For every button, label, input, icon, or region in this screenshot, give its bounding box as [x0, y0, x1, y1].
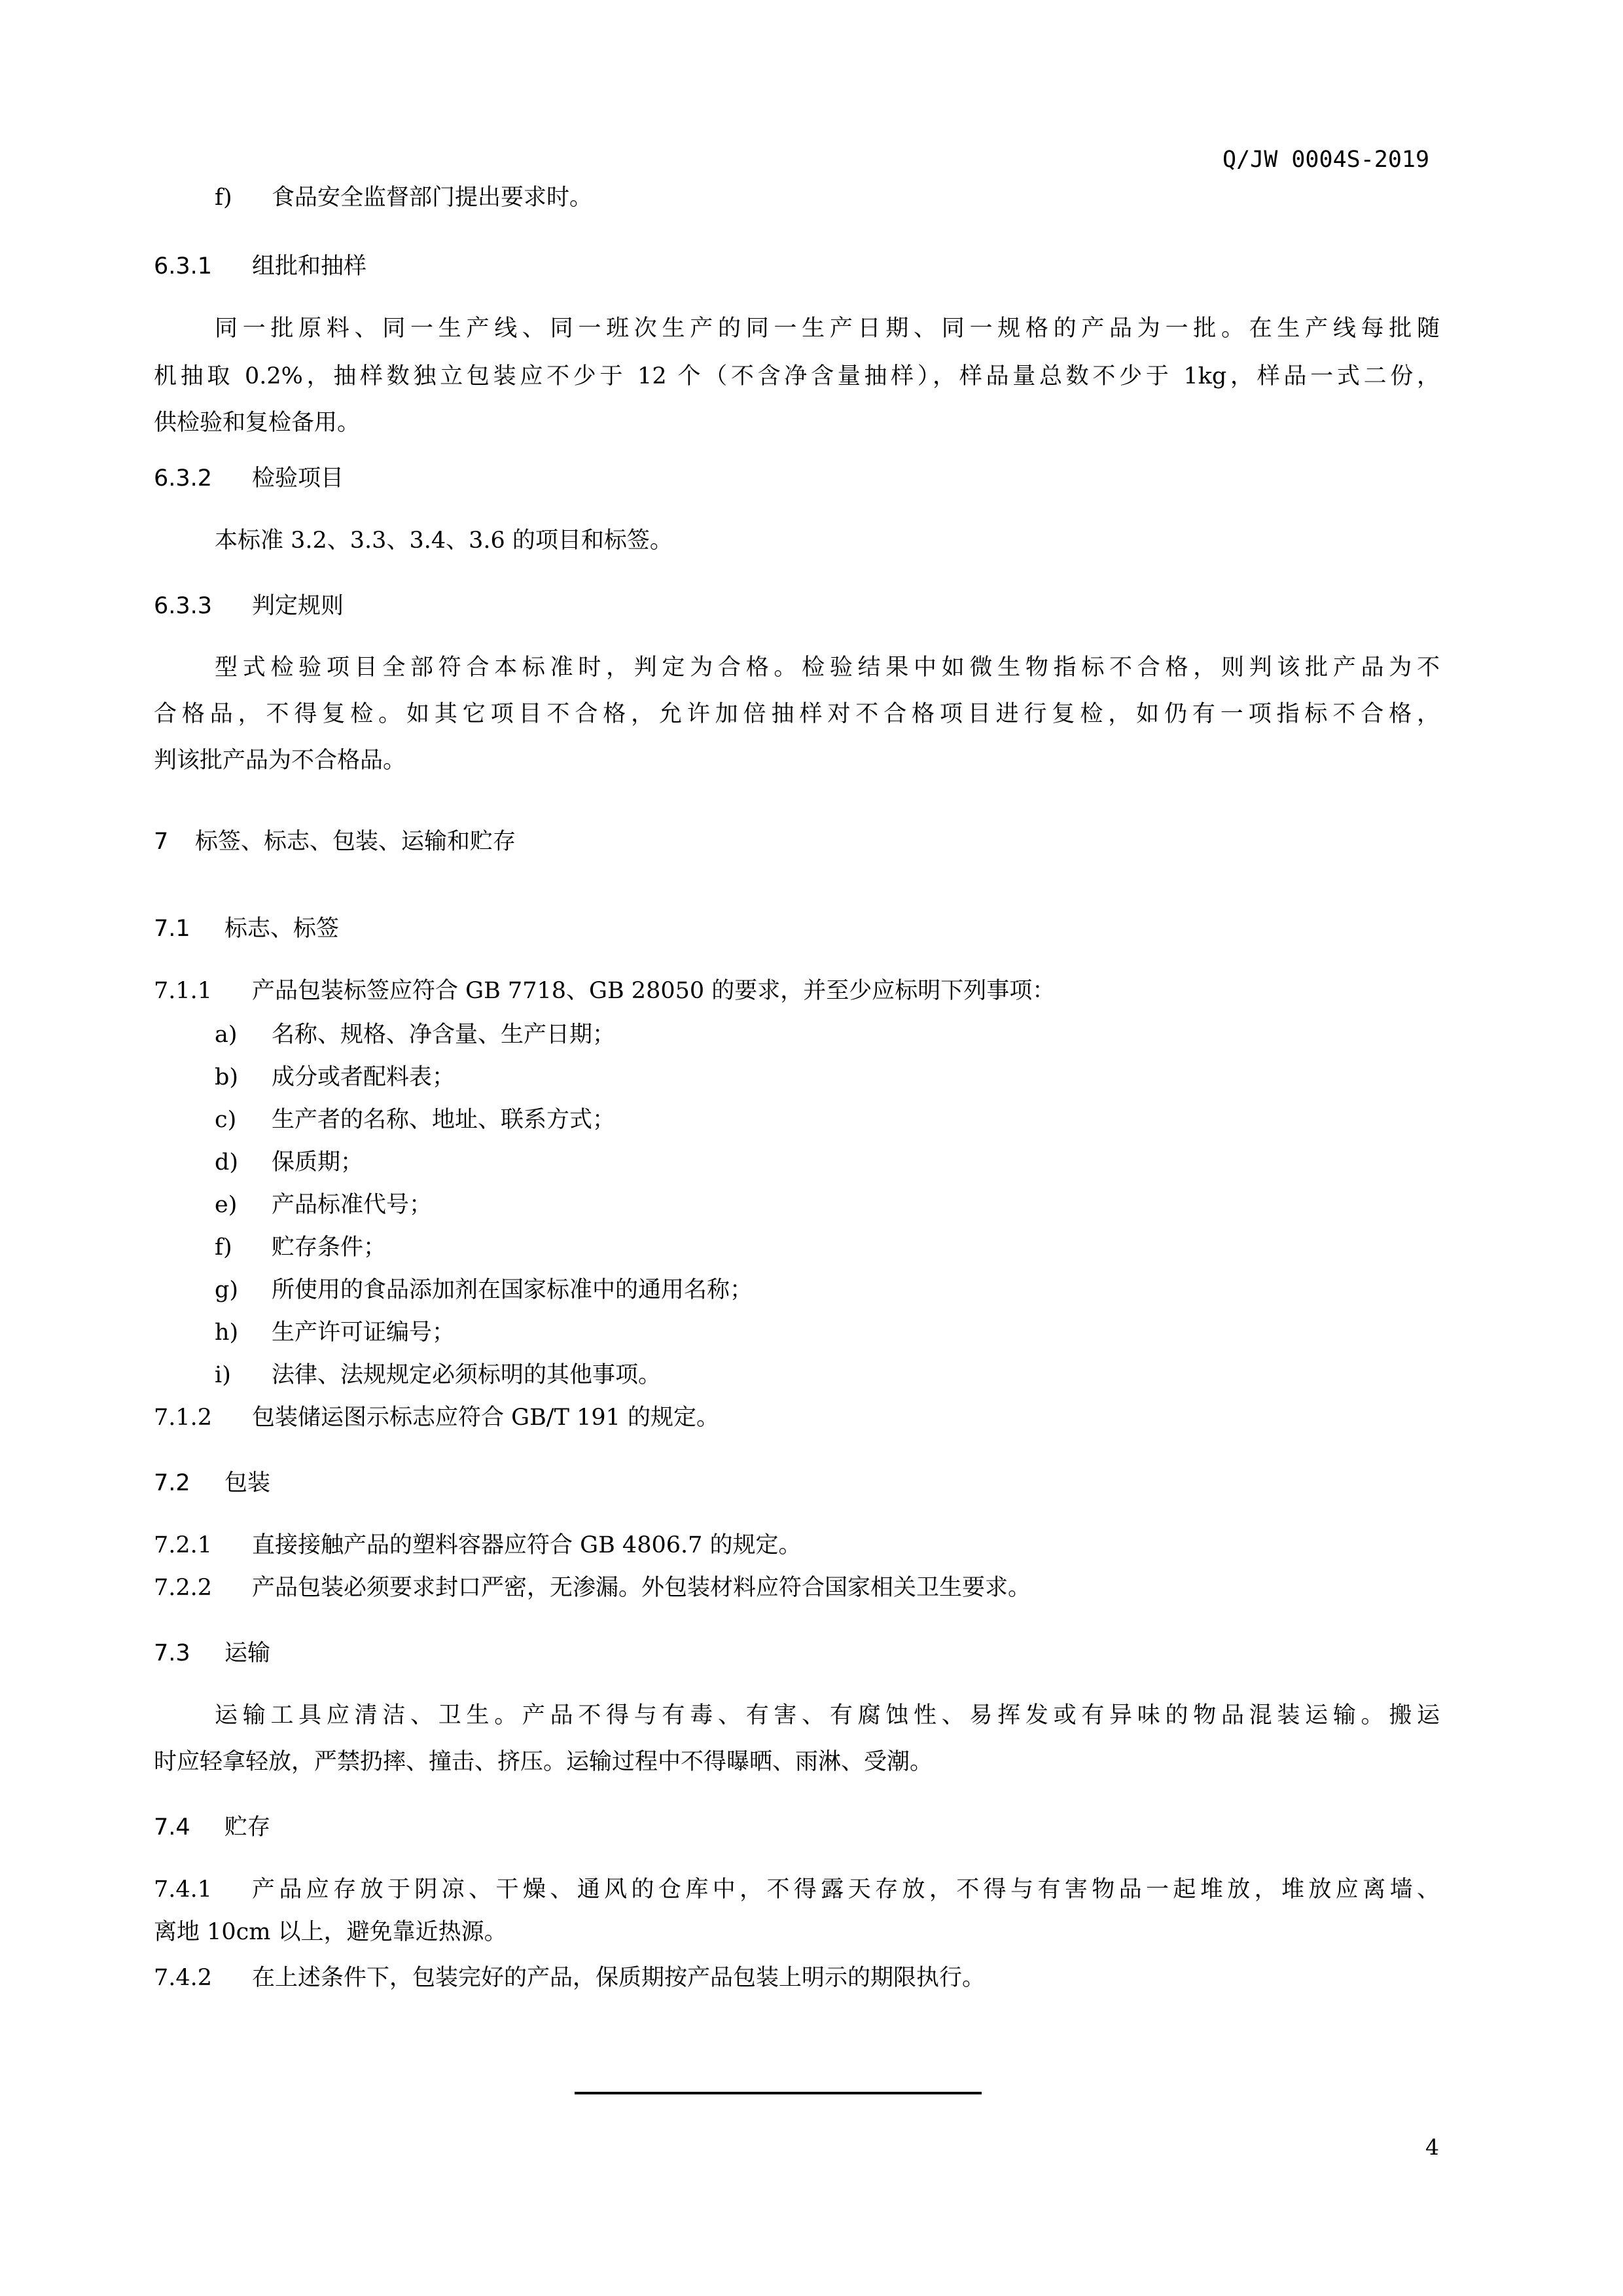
section-number: 7.1 [154, 916, 190, 942]
list-item-text: 生产许可证编号； [272, 1319, 455, 1346]
section-number: 7.2 [154, 1470, 190, 1496]
section-number: 6.3.1 [154, 253, 213, 279]
list-item-label: h) [215, 1319, 239, 1346]
list-item-label: g) [215, 1277, 239, 1303]
section-title: 包装 [224, 1470, 271, 1496]
section-number: 7.4 [154, 1814, 190, 1840]
list-item-label: b) [215, 1064, 239, 1090]
list-item-label: i) [215, 1362, 231, 1388]
section-title: 贮存 [224, 1814, 271, 1840]
list-item-text: 法律、法规规定必须标明的其他事项。 [272, 1362, 662, 1388]
clause-text: 包装储运图示标志应符合 GB/T 191 的规定。 [252, 1405, 719, 1431]
paragraph-line: 运输工具应清洁、卫生。产品不得与有毒、有害、有腐蚀性、易挥发或有异味的物品混装运输。搬运 [215, 1702, 1440, 1729]
section-title: 组批和抽样 [252, 253, 367, 279]
clause-number: 7.2.2 [154, 1575, 213, 1601]
paragraph-line: 同一批原料、同一生产线、同一班次生产的同一生产日期、同一规格的产品为一批。在生产线每批随 [215, 315, 1440, 342]
paragraph-line: 合格品，不得复检。如其它项目不合格，允许加倍抽样对不合格项目进行复检，如仍有一项指标不合格， [154, 701, 1440, 727]
page-number: 4 [1425, 2134, 1439, 2160]
paragraph-line: 供检验和复检备用。 [154, 410, 361, 436]
clause-text: 产品包装标签应符合 GB 7718、GB 28050 的要求，并至少应标明下列事项： [252, 978, 1056, 1004]
clause-number: 7.1.2 [154, 1405, 213, 1431]
section-title: 运输 [224, 1640, 271, 1666]
list-item-label: f) [215, 1234, 232, 1261]
list-item-text: 名称、规格、净含量、生产日期； [272, 1022, 616, 1048]
list-item-text: 食品安全监督部门提出要求时。 [272, 185, 593, 211]
paragraph-line: 机抽取 0.2%，抽样数独立包装应不少于 12 个（不含净含量抽样），样品量总数不少于 1kg，样品一式二份， [154, 363, 1440, 389]
clause-text: 产品包装必须要求封口严密，无渗漏。外包装材料应符合国家相关卫生要求。 [252, 1575, 1031, 1601]
section-title: 检验项目 [252, 465, 344, 492]
list-item-label: f) [215, 185, 232, 211]
list-item-label: c) [215, 1107, 237, 1133]
document-code: Q/JW 0004S-2019 [1222, 147, 1430, 173]
section-number: 6.3.3 [154, 593, 213, 619]
clause-text: 在上述条件下，包装完好的产品，保质期按产品包装上明示的期限执行。 [252, 1965, 986, 1991]
paragraph-line: 判该批产品为不合格品。 [154, 747, 406, 774]
chapter-title: 标签、标志、包装、运输和贮存 [195, 829, 516, 855]
section-title: 标志、标签 [224, 916, 340, 942]
clause-text: 直接接触产品的塑料容器应符合 GB 4806.7 的规定。 [252, 1532, 802, 1558]
paragraph-line: 时应轻拿轻放，严禁扔摔、撞击、挤压。运输过程中不得曝晒、雨淋、受潮。 [154, 1749, 933, 1775]
list-item-text: 成分或者配料表； [272, 1064, 455, 1090]
clause-number: 7.2.1 [154, 1532, 213, 1558]
paragraph-line: 型式检验项目全部符合本标准时，判定为合格。检验结果中如微生物指标不合格，则判该批产品为不 [215, 655, 1440, 681]
section-title: 判定规则 [252, 593, 344, 619]
clause-number: 7.4.1 [154, 1876, 213, 1903]
section-number: 6.3.2 [154, 465, 213, 492]
section-number: 7.3 [154, 1640, 190, 1666]
list-item-text: 保质期； [272, 1149, 364, 1175]
list-item-text: 产品标准代号； [272, 1192, 433, 1218]
clause-text: 产品应存放于阴凉、干燥、通风的仓库中，不得露天存放，不得与有害物品一起堆放，堆放应离墙、 [252, 1876, 1440, 1903]
list-item-text: 贮存条件； [272, 1234, 387, 1261]
clause-number: 7.4.2 [154, 1965, 213, 1991]
chapter-number: 7 [154, 829, 169, 855]
paragraph-line: 本标准 3.2、3.3、3.4、3.6 的项目和标签。 [215, 528, 673, 554]
list-item-label: e) [215, 1192, 238, 1218]
list-item-text: 生产者的名称、地址、联系方式； [272, 1107, 616, 1133]
end-of-document-rule [575, 2092, 982, 2094]
list-item-label: a) [215, 1022, 238, 1048]
list-item-label: d) [215, 1149, 239, 1175]
clause-text-continuation: 离地 10cm 以上，避免靠近热源。 [154, 1919, 507, 1945]
clause-number: 7.1.1 [154, 978, 213, 1004]
list-item-text: 所使用的食品添加剂在国家标准中的通用名称； [272, 1277, 753, 1303]
